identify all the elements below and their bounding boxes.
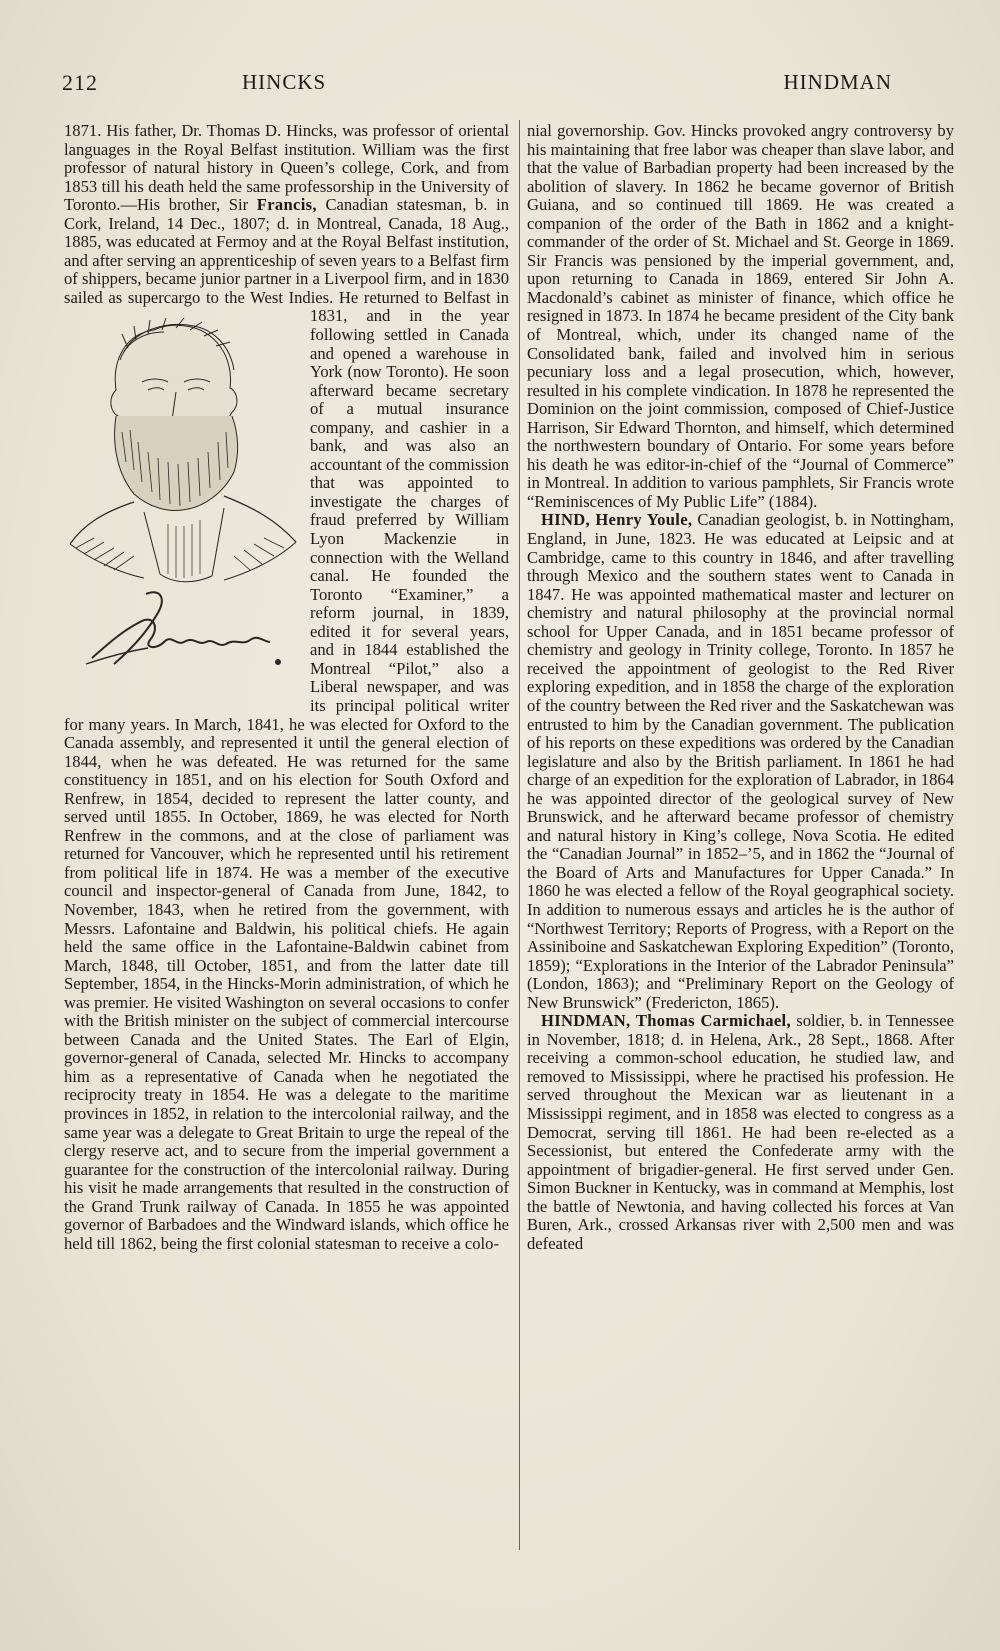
hincks-continuation: nial governorship. Gov. Hincks provoked angry controversy by his maintaining that free labor was cheaper than slave labor, and that the value of Barbadian property had been increased by the abolition of slavery. In 1862 he became governor of British Guiana, and so continued till 1869. He was created a companion of the order of the Bath in 1862 and a knight-commander of the order of St. Michael and St. George in 1869. Sir Francis was pensioned by the imperial government, and, upon returning to Canada in 1869, entered Sir John A. Macdonald’s cabinet as minister of finance, which office he resigned in 1873. In 1874 he became president of the City bank of Montreal, which, under its changed name of the Consolidated bank, failed and involved him in serious pecuniary loss and a legal prosecution, which, however, resulted in his complete vindication. In 1878 he represented the Dominion on the joint commission, composed of Chief-Justice Harrison, Sir Edward Thornton, and himself, which determined the northwestern boundary of Ontario. For some years before his death he was editor-in-chief of the “Journal of Commerce” in Montreal. In addition to various pamphlets, Sir Francis wrote “Reminiscences of My Public Life” (1884). xyxy=(527,121,954,511)
right-column xyxy=(527,122,954,1253)
portrait-of-sir-francis-hincks xyxy=(64,312,302,699)
page-number: 212 xyxy=(62,70,98,95)
hincks-francis-entry xyxy=(64,122,509,1253)
hind-biography-text: Canadian geologist, b. in Nottingham, England, in June, 1823. He was educated at Leipsic and at Cambridge, came to this country in 1846, and after travelling through Mexico and the southern states went to Canada in 1847. He was appointed mathematical master and lecturer on chemistry and natural philosophy at the provincial normal school for Upper Canada, and in 1851 became professor of chemistry and geology in Trinity college, Toronto. In 1857 he received the appointment of geologist to the Red River exploring expedition, and in 1858 the charge of the exploration of the country between the Red river and the Saskatchewan was entrusted to him by the Canadian government. The publication of his reports on these expeditions was ordered by the Canadian legislature and also by the British parliament. In 1861 he had charge of an expedition for the exploration of Labrador, in 1864 he was appointed director of the geological survey of New Brunswick, and he afterward became professor of chemistry and natural history in King’s college, Nova Scotia. He edited the “Canadian Journal” in 1852–’5, and in 1862 the “Journal of the Board of Arts and Manufactures for Upper Canada.” In 1860 he was elected a fellow of the Royal geographical society. In addition to numerous essays and articles he is the author of “Northwest Territory; Reports of Progress, with a Report on the Assiniboine and Saskatchewan Exploring Expedition” (Toronto, 1859); “Explorations in the Interior of the Labrador Peninsula” (London, 1863); and “Preliminary Report on the Geology of New Brunswick” (Fredericton, 1865). xyxy=(527,510,954,1012)
francis-biography-text: Canadian statesman, b. in Cork, Ireland, 14 Dec., 1807; d. in Montreal, Canada, 18 Aug., 1885, was educated at Fermoy and at the Royal Belfast institution, and after serving an apprenticeship of seven years to a Belfast firm of shippers, became junior partner in a Liverpool firm, and in 1830 sailed as supercargo to the West Indies. He returned to Belfast in 1831, and in the year following settled in Canada and opened a warehouse in York (now Toronto). He soon afterward became secretary of a mutual insurance company, and cashier in a bank, and was also an accountant of the commission that was appointed to investigate the charges of fraud preferred by William Lyon Mackenzie in connection with the Welland canal. He founded the Toronto “Examiner,” a reform journal, in 1839, edited it for several years, and in 1844 established the Montreal “Pilot,” also a Liberal newspaper, and was its principal political writer for many years. In March, 1841, he was elected for Oxford to the Canada assembly, and represented it until the general election of 1844, when he was defeated. He was returned for the same constituency in 1851, and on his election for South Oxford and Renfrew, in 1854, decided to represent the latter county, and served until 1855. In October, 1869, he was elected for North Renfrew in the commons, and at the close of parliament was returned for Vancouver, which he represented until his retirement from political life in 1874. He was a member of the executive council and inspector-general of Canada from June, 1842, to November, 1843, when he retired from the government, with Messrs. Lafontaine and Baldwin, his political chiefs. He again held the same office in the Lafontaine-Baldwin cabinet from March, 1848, till October, 1851, and from the latter date till September, 1854, in the Hincks-Morin administration, of which he was premier. He visited Washington on several occasions to confer with the British minister on the subject of commercial intercourse between Canada and the United States. The Earl of Elgin, governor-general of Canada, selected Mr. Hincks to accompany him as a representative of Canada when he negotiated the reciprocity treaty in 1854. He was a delegate to the maritime provinces in 1852, in relation to the intercolonial railway, and the same year was a delegate to Great Britain to urge the repeal of the clergy reserve act, and to secure from the imperial government a guarantee for the construction of the intercolonial railway. During his visit he made arrangements that resulted in the construction of the Grand Trunk railway of Canada. In 1855 he was appointed governor of Barbadoes and the Windward islands, which office he held till 1862, being the first colonial statesman to receive a colo- xyxy=(64,195,509,1253)
column-divider xyxy=(519,120,520,1550)
right-running-title: HINDMAN xyxy=(783,70,892,94)
hindman-headword: HINDMAN, Thomas Carmichael, xyxy=(541,1011,791,1031)
running-head xyxy=(62,70,952,100)
hincks-intro-text: 1871. His father, Dr. Thomas D. Hincks, was professor of oriental languages in the Royal Belfast institution. William was the first professor of natural history in Queen’s college, Cork, and from 1853 till his death held the same professorship in the University of Toronto.—His brother, Sir xyxy=(64,121,509,215)
hindman-entry xyxy=(527,1012,954,1253)
francis-headword: Francis, xyxy=(256,195,317,215)
hind-entry xyxy=(527,511,954,1012)
portrait-engraving xyxy=(64,312,302,699)
left-column xyxy=(64,122,509,1253)
hindman-biography-text: soldier, b. in Tennessee in November, 1818; d. in Helena, Ark., 28 Sept., 1868. After receiving a common-school education, he studied law, and removed to Mississippi, where he practised his profession. He served throughout the Mexican war as lieutenant in a Mississippi regiment, and in 1858 was elected to congress as a Democrat, serving till 1861. He had been re-elected as a Secessionist, but entered the Confederate army with the appointment of brigadier-general. He first served under Gen. Simon Buckner in Kentucky, was in command at Memphis, lost the battle of Newtonia, and having collected his forces at Van Buren, Ark., crossed Arkansas river with 2,500 men and was defeated xyxy=(527,1011,954,1253)
left-running-title: HINCKS xyxy=(242,70,327,94)
hind-headword: HIND, Henry Youle, xyxy=(541,510,693,530)
